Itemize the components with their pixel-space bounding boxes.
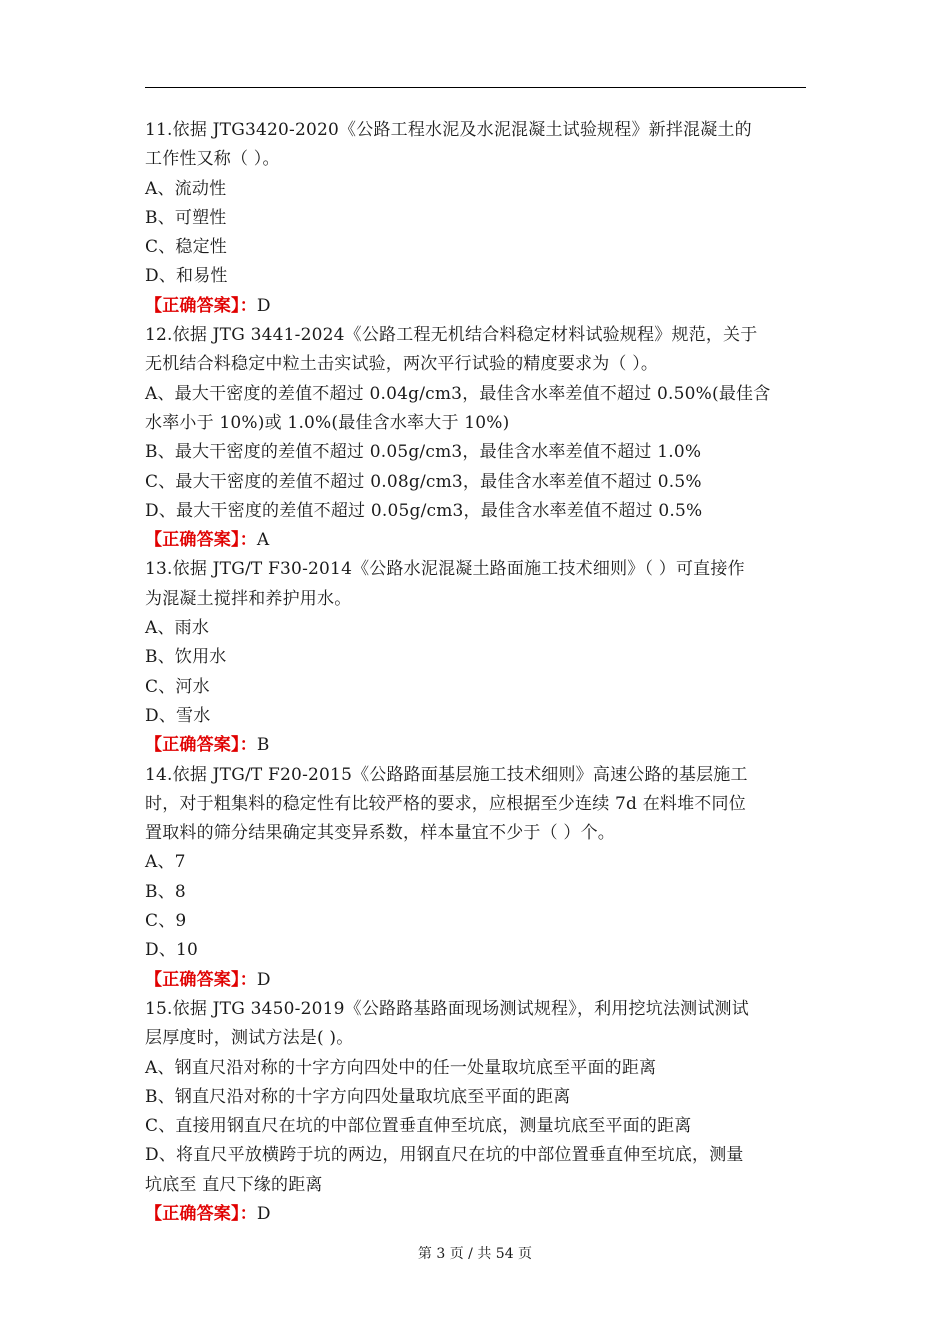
answer-value: D — [256, 969, 271, 990]
option-b: B、钢直尺沿对称的十字方向四处量取坑底至平面的距离 — [145, 1086, 571, 1107]
answer-value: B — [256, 735, 270, 756]
answer-row — [145, 526, 810, 555]
option-c: C、9 — [145, 911, 187, 932]
header-rule — [145, 87, 806, 88]
option-b: B、8 — [145, 881, 186, 902]
question-stem: 为混凝土搅拌和养护用水。 — [145, 588, 352, 609]
option-a: A、雨水 — [145, 618, 210, 639]
option-c: C、最大干密度的差值不超过 0.08g/cm3，最佳含水率差值不超过 0.5% — [145, 471, 702, 492]
answer-row — [145, 292, 810, 321]
option-a: A、钢直尺沿对称的十字方向四处中的任一处量取坑底至平面的距离 — [145, 1057, 657, 1078]
question-stem: 置取料的筛分结果确定其变异系数，样本量宜不少于（ ）个。 — [145, 823, 616, 844]
answer-value: A — [256, 530, 270, 551]
option-c: C、河水 — [145, 676, 210, 697]
question-13 — [145, 555, 810, 760]
answer-label: 【正确答案】： — [145, 1203, 257, 1224]
option-c: C、直接用钢直尺在坑的中部位置垂直伸至坑底，测量坑底至平面的距离 — [145, 1116, 692, 1137]
answer-row — [145, 731, 810, 760]
question-list — [145, 116, 810, 1229]
option-a: A、最大干密度的差值不超过 0.04g/cm3，最佳含水率差值不超过 0.50%(最佳含 — [145, 383, 771, 404]
question-stem: 时，对于粗集料的稳定性有比较严格的要求，应根据至少连续 7d 在料堆不同位 — [145, 793, 746, 814]
answer-value: D — [256, 1203, 271, 1224]
question-stem: 14.依据 JTG/T F20-2015《公路路面基层施工技术细则》高速公路的基层施工 — [145, 764, 748, 785]
answer-value: D — [256, 295, 271, 316]
option-d: D、10 — [145, 940, 199, 961]
option-b: B、最大干密度的差值不超过 0.05g/cm3，最佳含水率差值不超过 1.0% — [145, 442, 702, 463]
answer-label: 【正确答案】： — [145, 295, 257, 316]
option-a: A、7 — [145, 852, 186, 873]
option-d-continued: 坑底至 直尺下缘的距离 — [145, 1174, 323, 1195]
answer-label: 【正确答案】： — [145, 530, 257, 551]
option-d: D、最大干密度的差值不超过 0.05g/cm3，最佳含水率差值不超过 0.5% — [145, 500, 703, 521]
answer-row — [145, 966, 810, 995]
page-footer: 第 3 页 / 共 54 页 — [417, 1246, 533, 1262]
option-d: D、将直尺平放横跨于坑的两边，用钢直尺在坑的中部位置垂直伸至坑底，测量 — [145, 1145, 744, 1166]
option-c: C、稳定性 — [145, 237, 228, 258]
option-a-continued: 水率小于 10%)或 1.0%(最佳含水率大于 10%) — [145, 412, 510, 433]
question-15 — [145, 995, 810, 1229]
question-stem: 工作性又称（ ）。 — [145, 149, 280, 170]
question-11 — [145, 116, 810, 321]
option-b: B、可塑性 — [145, 207, 227, 228]
option-d: D、和易性 — [145, 266, 228, 287]
option-b: B、饮用水 — [145, 647, 227, 668]
question-stem: 层厚度时，测试方法是( )。 — [145, 1028, 354, 1049]
question-stem: 无机结合料稳定中粒土击实试验，两次平行试验的精度要求为（ ）。 — [145, 354, 659, 375]
option-d: D、雪水 — [145, 705, 211, 726]
answer-label: 【正确答案】： — [145, 969, 257, 990]
option-a: A、流动性 — [145, 178, 227, 199]
question-14 — [145, 761, 810, 995]
question-stem: 15.依据 JTG 3450-2019《公路路基路面现场测试规程》，利用挖坑法测试测试 — [145, 998, 749, 1019]
question-stem: 11.依据 JTG3420-2020《公路工程水泥及水泥混凝土试验规程》新拌混凝土的 — [145, 120, 752, 140]
question-stem: 12.依据 JTG 3441-2024《公路工程无机结合料稳定材料试验规程》规范，关于 — [145, 325, 758, 346]
answer-label: 【正确答案】： — [145, 735, 257, 756]
answer-row — [145, 1200, 810, 1229]
question-12 — [145, 321, 810, 555]
question-stem: 13.依据 JTG/T F30-2014《公路水泥混凝土路面施工技术细则》（ ）可直接作 — [145, 559, 745, 580]
